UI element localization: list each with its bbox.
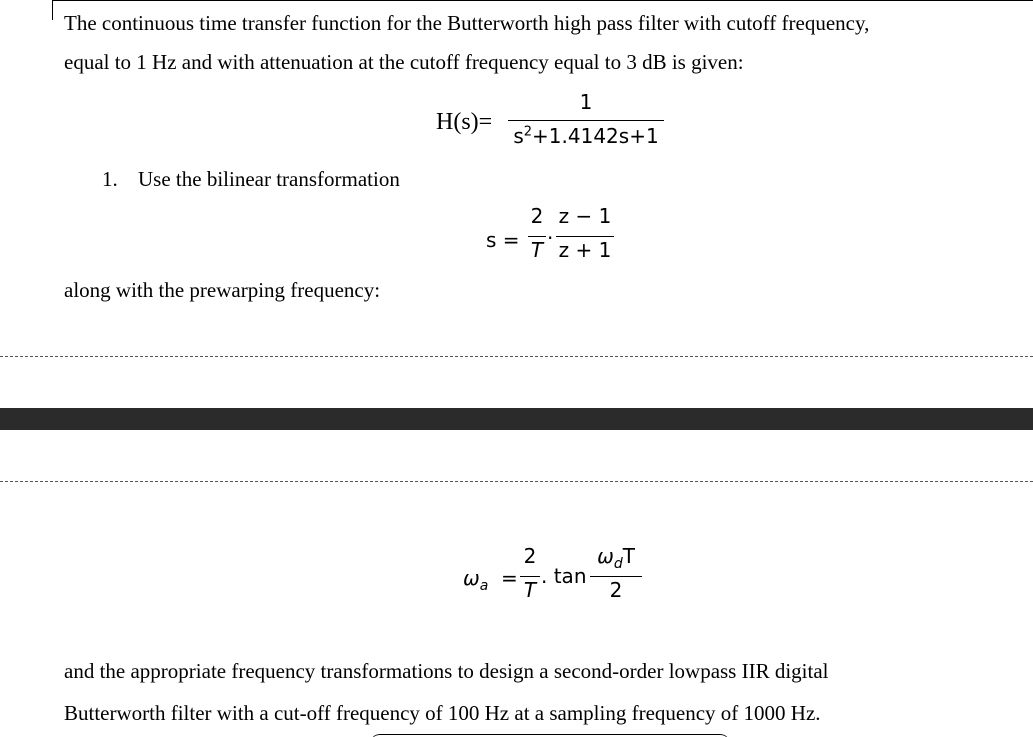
- prewarp-tan: . tan: [541, 564, 587, 588]
- intro-line-1: The continuous time transfer function for the Butterworth high pass filter with cutoff frequency,: [64, 11, 870, 35]
- prewarp-frac1-bar: [520, 576, 540, 577]
- omega-d-T: T: [622, 544, 635, 568]
- step-1-text: Use the bilinear transformation: [138, 167, 400, 191]
- prewarp-frac1-den: T: [523, 578, 537, 602]
- transfer-function-numerator: 1: [579, 90, 593, 114]
- intro-line-2: equal to 1 Hz and with attenuation at the cutoff frequency equal to 3 dB is given:: [64, 50, 744, 74]
- dashed-separator-bottom: [0, 481, 1033, 482]
- omega-d-subscript: d: [613, 556, 623, 572]
- dark-divider-bar: [0, 408, 1033, 430]
- omega-a-subscript: a: [479, 578, 489, 594]
- denominator-s: s: [513, 124, 524, 148]
- denominator-exponent: 2: [523, 124, 533, 140]
- prewarp-lhs: [463, 566, 488, 594]
- omega-d-symbol: ω: [597, 544, 614, 568]
- prewarp-equals: =: [501, 566, 518, 590]
- top-border-line: [52, 0, 1033, 1]
- bilinear-frac1-bar: [528, 236, 546, 237]
- transfer-function-fraction-bar: [508, 120, 664, 121]
- omega-a-symbol: ω: [463, 566, 480, 590]
- transfer-function-lhs: H(s)=: [436, 109, 493, 135]
- bilinear-frac2-den: z + 1: [558, 238, 612, 262]
- bilinear-frac1-den: T: [530, 238, 544, 262]
- prewarp-frac2-den: 2: [609, 578, 623, 602]
- bilinear-frac2-num: z − 1: [558, 204, 612, 228]
- prewarp-frac2-num: [590, 544, 642, 572]
- closing-line-1: and the appropriate frequency transformations to design a second-order lowpass IIR digital: [64, 659, 829, 683]
- prewarp-frac1-num: 2: [523, 544, 537, 568]
- closing-line-2: Butterworth filter with a cut-off frequency of 100 Hz at a sampling frequency of 1000 Hz.: [64, 701, 821, 725]
- step-1-number: 1.: [102, 167, 118, 191]
- bilinear-frac1-num: 2: [530, 204, 544, 228]
- transfer-function-denominator: [508, 124, 664, 148]
- denominator-rest: +1.4142s+1: [532, 124, 659, 148]
- prewarp-text: along with the prewarping frequency:: [64, 278, 381, 302]
- dashed-separator-top: [0, 356, 1033, 357]
- bilinear-lhs: s =: [486, 228, 520, 252]
- prewarp-frac2-bar: [590, 576, 642, 577]
- bilinear-dot: ·: [547, 226, 554, 250]
- bilinear-frac2-bar: [556, 236, 614, 237]
- left-border-line: [52, 0, 53, 20]
